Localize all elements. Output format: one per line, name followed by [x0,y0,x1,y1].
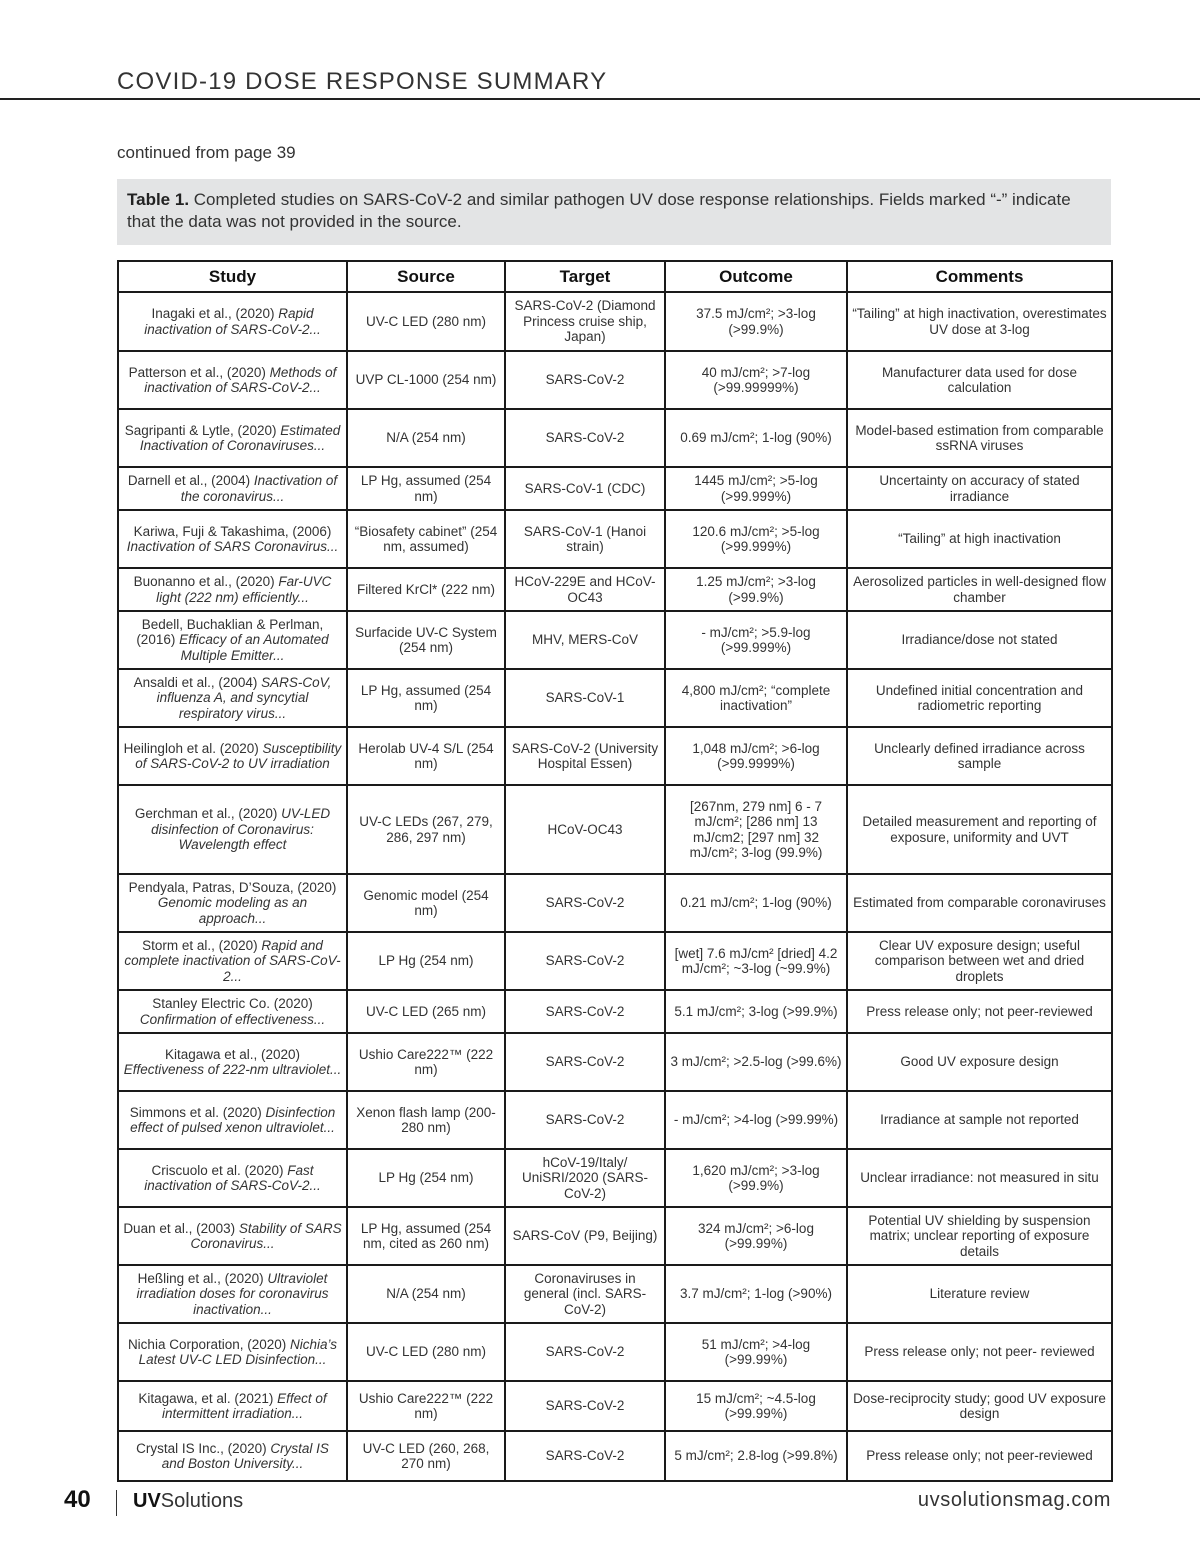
table-row [118,874,1112,932]
cell-comments: Model-based estimation from comparable ssRNA viruses [847,409,1112,467]
cell-outcome: 40 mJ/cm²; >7-log (>99.99999%) [665,351,847,409]
study-authors: Patterson et al., (2020) [128,364,270,380]
table-caption-label: Table 1. [127,190,190,209]
cell-source: Genomic model (254 nm) [347,874,505,932]
table-row [118,727,1112,785]
cell-target: SARS-CoV-2 (Diamond Princess cruise ship, Japan) [505,292,665,351]
study-authors: Inagaki et al., (2020) [151,306,279,321]
cell-outcome: - mJ/cm²; >4-log (>99.99%) [665,1091,847,1149]
cell-target: SARS-CoV-2 [505,1323,665,1381]
table-row [118,1033,1112,1091]
study-authors: Nichia Corporation, (2020) [127,1336,291,1352]
cell-source: LP Hg, assumed (254 nm) [347,467,505,510]
study-title: Methods of inactivation of SARS-CoV-2... [144,364,337,395]
study-title: Stability of SARS Coronavirus... [190,1220,342,1251]
cell-comments: Press release only; not peer-reviewed [847,990,1112,1033]
study-title: Far-UVC light (222 nm) efficiently... [156,574,332,605]
cell-outcome: 1.25 mJ/cm²; >3-log (>99.9%) [665,568,847,611]
cell-target: HCoV-OC43 [505,785,665,874]
cell-outcome: 1445 mJ/cm²; >5-log (>99.999%) [665,467,847,510]
table-row [118,409,1112,467]
cell-source: UV-C LED (280 nm) [347,292,505,351]
cell-comments: Good UV exposure design [847,1033,1112,1091]
table-row [118,611,1112,669]
column-header-comments: Comments [847,261,1112,292]
table-caption [117,179,1111,245]
cell-study [118,1207,347,1265]
cell-target: HCoV-229E and HCoV-OC43 [505,568,665,611]
cell-target: SARS-CoV-2 [505,351,665,409]
cell-study [118,785,347,874]
cell-study [118,1431,347,1481]
cell-source: UV-C LED (280 nm) [347,1323,505,1381]
cell-comments: Potential UV shielding by suspension matrix; unclear reporting of exposure details [847,1207,1112,1265]
cell-source: Xenon flash lamp (200-280 nm) [347,1091,505,1149]
cell-comments: “Tailing” at high inactivation [847,510,1112,568]
study-title: Inactivation of the coronavirus... [180,473,338,504]
cell-source: N/A (254 nm) [347,409,505,467]
study-title: Rapid inactivation of SARS-CoV-2... [144,306,321,337]
cell-comments: Clear UV exposure design; useful comparison between wet and dried droplets [847,932,1112,990]
cell-target: Coronaviruses in general (incl. SARS-CoV-2) [505,1265,665,1323]
table-row [118,669,1112,727]
study-authors: Heilingloh et al. (2020) [123,740,263,756]
study-title: Nichia’s Latest UV-C LED Disinfection... [138,1336,338,1367]
study-title: Estimated Inactivation of Coronaviruses... [139,422,341,453]
header-divider [0,98,1200,100]
study-authors: Simmons et al. (2020) [129,1104,266,1120]
cell-outcome: 5 mJ/cm²; 2.8-log (>99.8%) [665,1431,847,1481]
study-title: Effect of intermittent irradiation... [161,1390,327,1421]
cell-comments: Press release only; not peer- reviewed [847,1323,1112,1381]
publication-logo [133,1490,243,1513]
table-row [118,1431,1112,1481]
cell-target: MHV, MERS-CoV [505,611,665,669]
column-header-source: Source [347,261,505,292]
cell-target: SARS-CoV-2 [505,1091,665,1149]
cell-study [118,990,347,1033]
table-row [118,1149,1112,1207]
cell-comments: Dose-reciprocity study; good UV exposure design [847,1381,1112,1431]
table-body [118,292,1112,1481]
study-title: Rapid and complete inactivation of SARS-CoV-2... [124,937,341,984]
cell-study [118,1091,347,1149]
table-row [118,351,1112,409]
study-authors: Gerchman et al., (2020) [134,806,282,822]
table-row [118,990,1112,1033]
cell-outcome: 0.21 mJ/cm²; 1-log (90%) [665,874,847,932]
cell-study [118,1033,347,1091]
cell-source: LP Hg, assumed (254 nm, cited as 260 nm) [347,1207,505,1265]
cell-target: SARS-CoV-2 [505,1381,665,1431]
brand-rest: Solutions [160,1490,244,1512]
cell-study [118,351,347,409]
cell-outcome: 1,048 mJ/cm²; >6-log (>99.9999%) [665,727,847,785]
cell-source: UVP CL-1000 (254 nm) [347,351,505,409]
cell-comments: Irradiance at sample not reported [847,1091,1112,1149]
cell-study [118,467,347,510]
column-header-target: Target [505,261,665,292]
cell-outcome: 324 mJ/cm²; >6-log (>99.99%) [665,1207,847,1265]
brand-bold: UV [133,1490,161,1512]
study-title: Ultraviolet irradiation doses for coronavirus inactivation... [136,1270,329,1317]
table-row [118,932,1112,990]
study-title: Confirmation of effectiveness... [139,1011,326,1027]
cell-target: SARS-CoV (P9, Beijing) [505,1207,665,1265]
cell-target: SARS-CoV-2 [505,990,665,1033]
study-authors: Sagripanti & Lytle, (2020) [124,422,281,438]
footer-url: uvsolutionsmag.com [917,1489,1111,1511]
study-authors: Stanley Electric Co. (2020) [152,996,313,1011]
cell-study [118,874,347,932]
table-row [118,1265,1112,1323]
cell-comments: Aerosolized particles in well-designed flow chamber [847,568,1112,611]
footer-divider [116,1490,117,1516]
cell-outcome: 120.6 mJ/cm²; >5-log (>99.999%) [665,510,847,568]
table-row [118,1207,1112,1265]
cell-outcome: 37.5 mJ/cm²; >3-log (>99.9%) [665,292,847,351]
study-authors: Storm et al., (2020) [142,937,262,953]
cell-comments: Estimated from comparable coronaviruses [847,874,1112,932]
cell-target: SARS-CoV-1 (Hanoi strain) [505,510,665,568]
column-header-outcome: Outcome [665,261,847,292]
cell-outcome: - mJ/cm²; >5.9-log (>99.999%) [665,611,847,669]
cell-comments: Undefined initial concentration and radiometric reporting [847,669,1112,727]
table-caption-text: Completed studies on SARS-CoV-2 and similar pathogen UV dose response relationships. Fields marked “-” indicate that the data was not provided in the source. [127,190,1071,231]
cell-source: Ushio Care222™ (222 nm) [347,1033,505,1091]
continued-note: continued from page 39 [117,143,296,162]
cell-study [118,292,347,351]
cell-outcome: 1,620 mJ/cm²; >3-log (>99.9%) [665,1149,847,1207]
studies-table [117,260,1113,1482]
table-row [118,1323,1112,1381]
table-row [118,292,1112,351]
cell-target: SARS-CoV-2 [505,1431,665,1481]
table-row [118,467,1112,510]
cell-study [118,1149,347,1207]
cell-source: Herolab UV-4 S/L (254 nm) [347,727,505,785]
cell-study [118,409,347,467]
study-title: Inactivation of SARS Coronavirus... [126,539,339,554]
cell-comments: Manufacturer data used for dose calculation [847,351,1112,409]
study-title: Genomic modeling as an approach... [157,895,308,926]
cell-study [118,669,347,727]
cell-source: LP Hg, assumed (254 nm) [347,669,505,727]
cell-study [118,568,347,611]
cell-study [118,1381,347,1431]
cell-source: UV-C LEDs (267, 279, 286, 297 nm) [347,785,505,874]
running-header: COVID-19 DOSE RESPONSE SUMMARY [117,68,608,95]
cell-source: UV-C LED (260, 268, 270 nm) [347,1431,505,1481]
cell-comments: Unclear irradiance: not measured in situ [847,1149,1112,1207]
cell-study [118,510,347,568]
cell-outcome: [267nm, 279 nm] 6 - 7 mJ/cm²; [286 nm] 13 mJ/cm2; [297 nm] 32 mJ/cm²; 3-log (99.9%) [665,785,847,874]
cell-target: hCoV-19/Italy/ UniSRI/2020 (SARS-CoV-2) [505,1149,665,1207]
table-row [118,1381,1112,1431]
cell-outcome: 51 mJ/cm²; >4-log (>99.99%) [665,1323,847,1381]
cell-comments: “Tailing” at high inactivation, overestimates UV dose at 3-log [847,292,1112,351]
cell-target: SARS-CoV-2 (University Hospital Essen) [505,727,665,785]
cell-study [118,727,347,785]
cell-outcome: 0.69 mJ/cm²; 1-log (90%) [665,409,847,467]
cell-comments: Irradiance/dose not stated [847,611,1112,669]
column-header-study: Study [118,261,347,292]
cell-outcome: 3 mJ/cm²; >2.5-log (>99.6%) [665,1033,847,1091]
study-authors: Kariwa, Fuji & Takashima, (2006) [133,523,332,539]
table-row [118,568,1112,611]
study-title: Susceptibility of SARS-CoV-2 to UV irradiation [135,740,342,771]
cell-outcome: 3.7 mJ/cm²; 1-log (>90%) [665,1265,847,1323]
cell-outcome: 15 mJ/cm²; ~4.5-log (>99.99%) [665,1381,847,1431]
table-row [118,1091,1112,1149]
cell-comments: Press release only; not peer-reviewed [847,1431,1112,1481]
cell-comments: Detailed measurement and reporting of exposure, uniformity and UVT [847,785,1112,874]
study-title: Disinfection effect of pulsed xenon ultraviolet... [130,1104,336,1135]
page-number: 40 [64,1486,91,1513]
cell-outcome: 4,800 mJ/cm²; “complete inactivation” [665,669,847,727]
study-authors: Bedell, Buchaklian & Perlman, (2016) [136,616,324,648]
cell-target: SARS-CoV-2 [505,409,665,467]
study-authors: Crystal IS Inc., (2020) [136,1440,271,1456]
cell-target: SARS-CoV-1 [505,669,665,727]
study-authors: Duan et al., (2003) [123,1220,239,1236]
table-row [118,785,1112,874]
study-title: Efficacy of an Automated Multiple Emitter... [179,632,329,663]
cell-target: SARS-CoV-2 [505,1033,665,1091]
study-title: Crystal IS and Boston University... [161,1440,329,1471]
study-authors: Buonanno et al., (2020) [133,574,279,589]
cell-source: LP Hg (254 nm) [347,932,505,990]
study-authors: Kitagawa et al., (2020) [164,1046,301,1062]
study-title: SARS-CoV, influenza A, and syncytial respiratory virus... [156,674,332,721]
cell-source: Filtered KrCl* (222 nm) [347,568,505,611]
study-title: Effectiveness of 222-nm ultraviolet... [123,1062,342,1077]
cell-comments: Unclearly defined irradiance across sample [847,727,1112,785]
cell-target: SARS-CoV-1 (CDC) [505,467,665,510]
study-authors: Pendyala, Patras, D’Souza, (2020) [128,879,337,895]
cell-comments: Literature review [847,1265,1112,1323]
study-authors: Ansaldi et al., (2004) [133,674,262,690]
study-title: UV-LED disinfection of Coronavirus: Wavelength effect [151,806,331,853]
cell-study [118,611,347,669]
study-authors: Darnell et al., (2004) [127,473,254,488]
cell-study [118,1323,347,1381]
cell-source: N/A (254 nm) [347,1265,505,1323]
table-row [118,510,1112,568]
cell-source: LP Hg (254 nm) [347,1149,505,1207]
study-authors: Kitagawa, et al. (2021) [138,1390,278,1406]
cell-target: SARS-CoV-2 [505,932,665,990]
cell-source: Surfacide UV-C System (254 nm) [347,611,505,669]
study-authors: Heßling et al., (2020) [137,1270,268,1286]
study-authors: Criscuolo et al. (2020) [151,1162,288,1178]
cell-target: SARS-CoV-2 [505,874,665,932]
cell-source: UV-C LED (265 nm) [347,990,505,1033]
cell-study [118,932,347,990]
cell-comments: Uncertainty on accuracy of stated irradiance [847,467,1112,510]
study-title: Fast inactivation of SARS-CoV-2... [144,1162,321,1193]
cell-study [118,1265,347,1323]
cell-outcome: 5.1 mJ/cm²; 3-log (>99.9%) [665,990,847,1033]
table-header-row [118,261,1112,292]
cell-source: Ushio Care222™ (222 nm) [347,1381,505,1431]
cell-outcome: [wet] 7.6 mJ/cm² [dried] 4.2 mJ/cm²; ~3-log (~99.9%) [665,932,847,990]
cell-source: “Biosafety cabinet” (254 nm, assumed) [347,510,505,568]
